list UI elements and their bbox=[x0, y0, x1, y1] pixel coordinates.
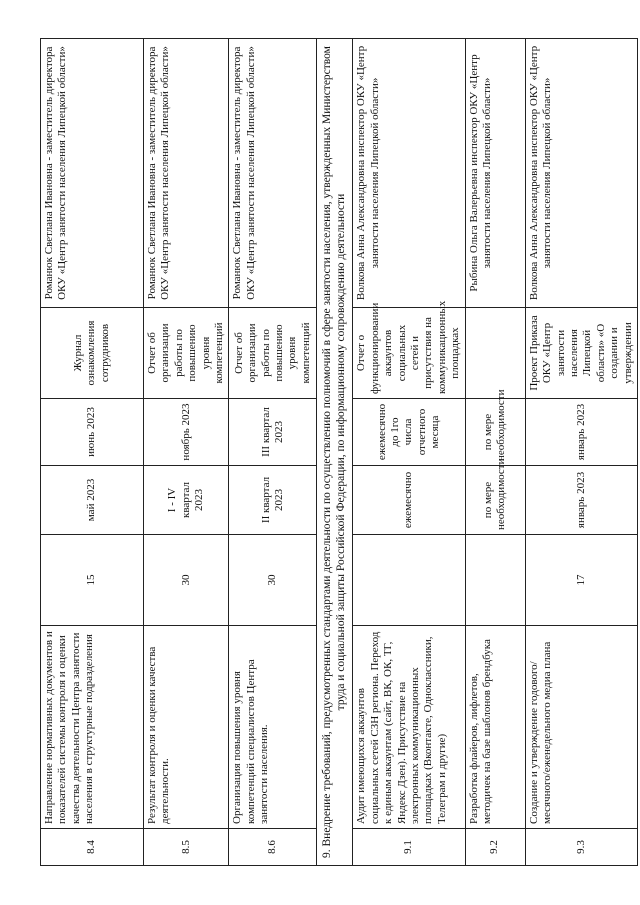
end-cell: июнь 2023 bbox=[41, 399, 144, 466]
task-cell: Направление нормативных документов и показателей системы контроля и оценки качества деятельности Центра занятости населения в структурные подразделения bbox=[41, 626, 144, 829]
task-cell: Разработка флайеров, лифлетов, методичек на базе шаблонов брендбука bbox=[465, 626, 525, 829]
result-cell: Отчет о функционировании аккаунтов социальных сетей и присутствия на коммуникационных площадках bbox=[353, 308, 465, 399]
responsible-cell: Рыбина Ольга Валерьевна инспектор ОКУ «Центр занятости населения Липецкой области» bbox=[465, 39, 525, 308]
responsible-cell: Романюк Светлана Ивановна - заместитель директора ОКУ «Центр занятости населения Липецкой области» bbox=[144, 39, 229, 308]
row-number: 9.3 bbox=[525, 829, 637, 866]
table-row bbox=[144, 39, 229, 866]
labor-cell: 30 bbox=[144, 535, 229, 626]
result-cell: Отчет об организации работы по повышению уровня компетенций bbox=[229, 308, 317, 399]
start-cell: I - IV квартал 2023 bbox=[144, 466, 229, 535]
row-number: 8.4 bbox=[41, 829, 144, 866]
responsible-cell: Романюк Светлана Ивановна - заместитель директора ОКУ «Центр занятости населения Липецкой области» bbox=[41, 39, 144, 308]
start-cell: II квартал 2023 bbox=[229, 466, 317, 535]
table-row bbox=[465, 39, 525, 866]
plan-table bbox=[40, 38, 638, 866]
start-cell: январь 2023 bbox=[525, 466, 637, 535]
result-cell: Проект Приказа ОКУ «Центр занятости населения Липецкой области» «О создании и утверждении bbox=[525, 308, 637, 399]
task-cell: Аудит имеющихся аккаунтов социальных сетей СЗН региона. Переход к единым аккаунтам (сайт, ВК, ОК, ТГ, Яндекс Дзен). Присутствие на электронных коммуникационных площадках (Вконтакте, Одноклассники, Телеграм и другие) bbox=[353, 626, 465, 829]
result-cell: Журнал ознакомления сотрудников bbox=[41, 308, 144, 399]
table-row bbox=[353, 39, 465, 866]
section-header-row bbox=[317, 39, 353, 866]
end-cell: ежемесячно до 1го числа отчетного месяца bbox=[353, 399, 465, 466]
end-cell: III квартал 2023 bbox=[229, 399, 317, 466]
row-number: 8.5 bbox=[144, 829, 229, 866]
responsible-cell: Волкова Анна Александровна инспектор ОКУ «Центр занятости населения Липецкой области» bbox=[353, 39, 465, 308]
row-number: 9.1 bbox=[353, 829, 465, 866]
labor-cell: 15 bbox=[41, 535, 144, 626]
responsible-cell: Романюк Светлана Ивановна - заместитель директора ОКУ «Центр занятости населения Липецкой области» bbox=[229, 39, 317, 308]
start-cell: май 2023 bbox=[41, 466, 144, 535]
table-row bbox=[525, 39, 637, 866]
task-cell: Результат контроля и оценки качества деятельности. bbox=[144, 626, 229, 829]
result-cell bbox=[465, 308, 525, 399]
labor-cell bbox=[353, 535, 465, 626]
labor-cell: 30 bbox=[229, 535, 317, 626]
section-title: 9. Внедрение требований, предусмотренных стандартами деятельности по осуществлению полномочий в сфере занятости населения, утвержденных Министерством труда и социальной защиты Российской Федерации, по информационному сопровождению деятельности bbox=[317, 39, 353, 866]
row-number: 8.6 bbox=[229, 829, 317, 866]
end-cell: по мере необходимости bbox=[465, 399, 525, 466]
end-cell: январь 2023 bbox=[525, 399, 637, 466]
table-row bbox=[229, 39, 317, 866]
responsible-cell: Волкова Анна Александровна инспектор ОКУ «Центр занятости населения Липецкой области» bbox=[525, 39, 637, 308]
result-cell: Отчет об организации работы по повышению уровня компетенций bbox=[144, 308, 229, 399]
task-cell: Создание и утверждение годового/месячного/еженедельного медиа плана bbox=[525, 626, 637, 829]
table-row bbox=[41, 39, 144, 866]
start-cell: по мере необходимости bbox=[465, 466, 525, 535]
labor-cell bbox=[465, 535, 525, 626]
end-cell: ноябрь 2023 bbox=[144, 399, 229, 466]
row-number: 9.2 bbox=[465, 829, 525, 866]
start-cell: ежемесячно bbox=[353, 466, 465, 535]
labor-cell: 17 bbox=[525, 535, 637, 626]
rotated-table-wrapper bbox=[40, 39, 634, 866]
task-cell: Организация повышения уровня компетенций специалистов Центра занятости населения. bbox=[229, 626, 317, 829]
